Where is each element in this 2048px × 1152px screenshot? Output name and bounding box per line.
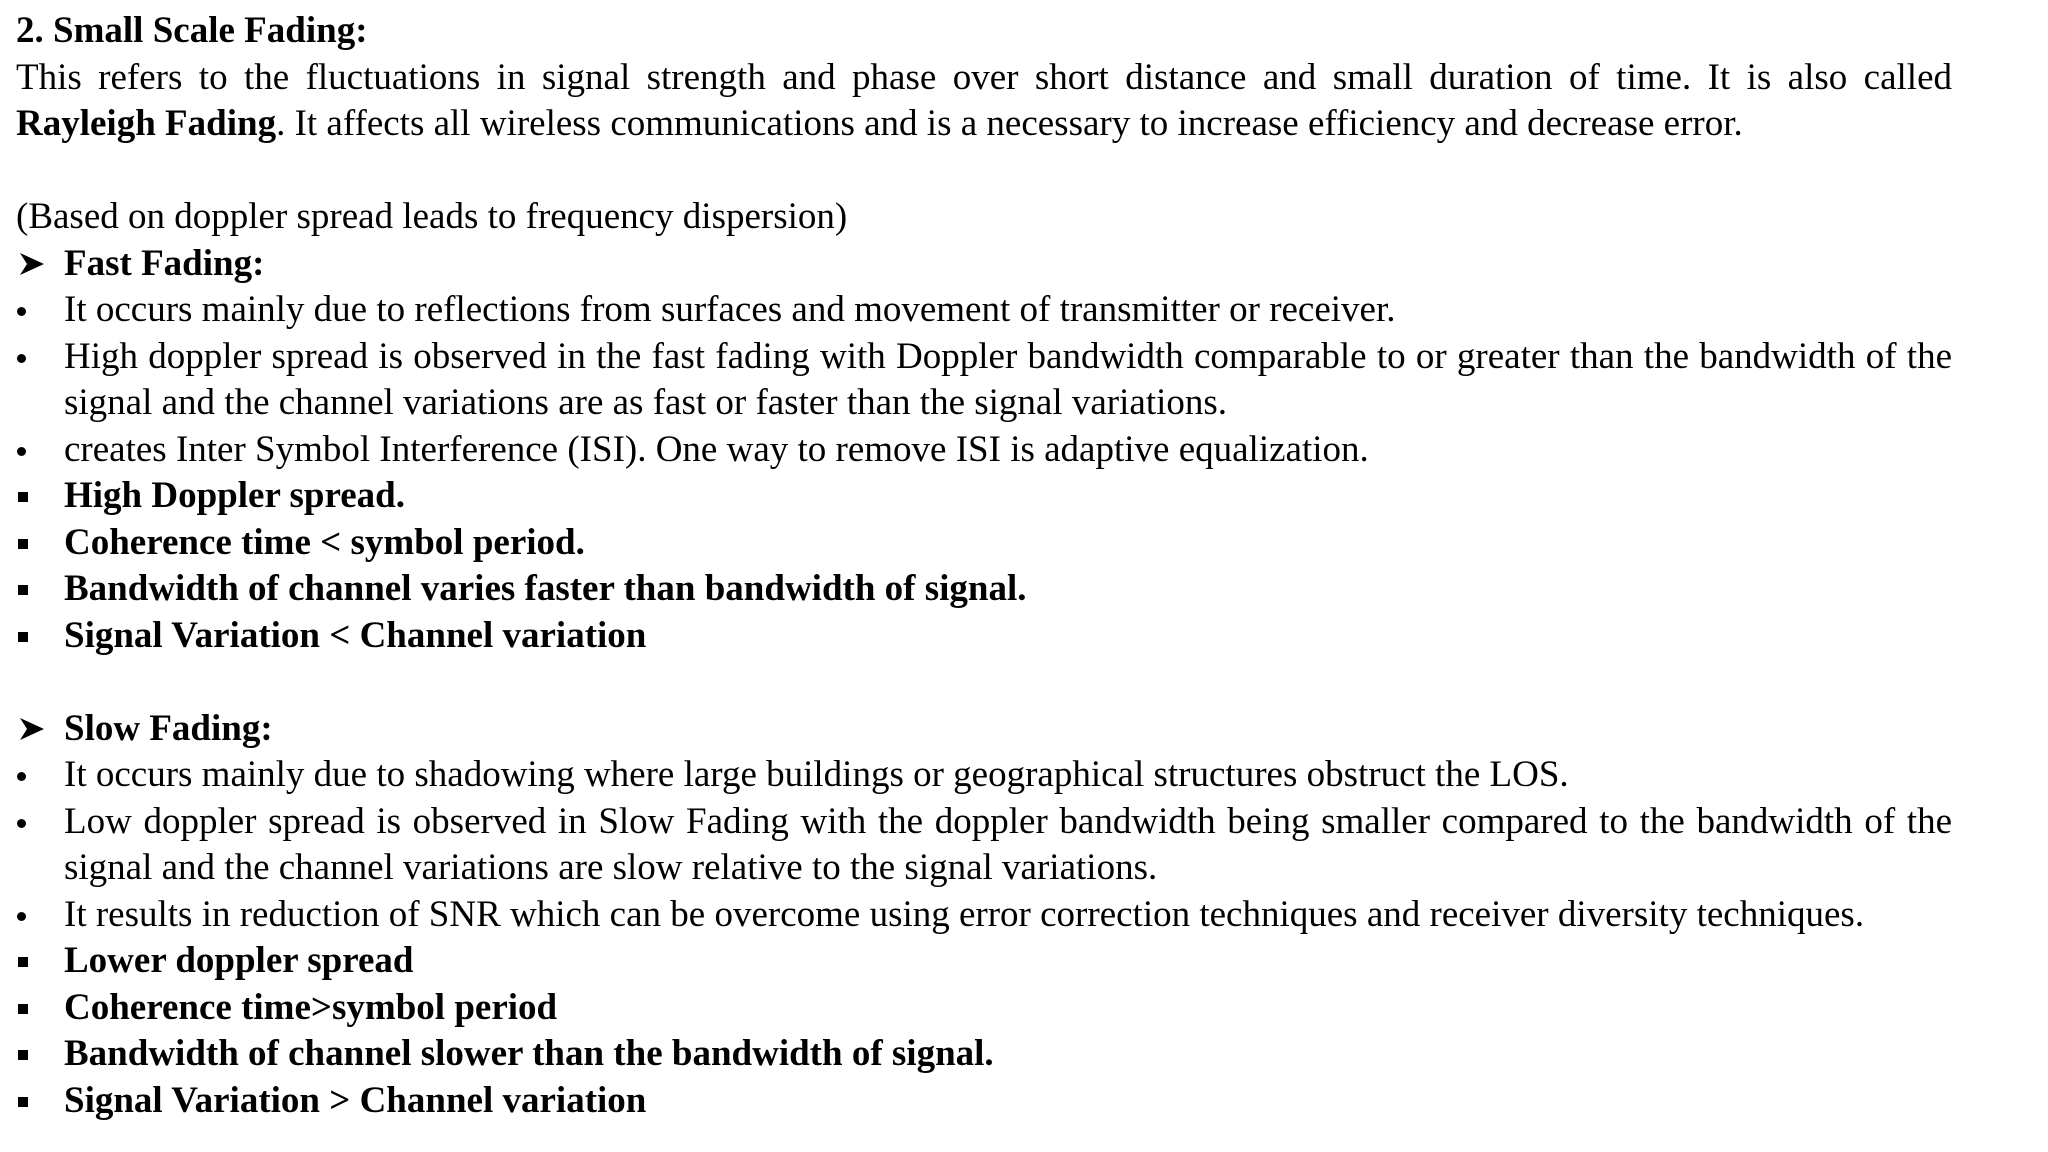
spacer xyxy=(16,148,2048,195)
round-bullet-icon xyxy=(17,447,26,456)
square-bullet-icon xyxy=(18,1050,28,1060)
fast-fading-point xyxy=(16,334,1952,427)
square-bullet-icon xyxy=(18,1097,28,1107)
fast-fading-key-point-text: Bandwidth of channel varies faster than bandwidth of signal. xyxy=(64,568,1027,609)
fast-fading-key-point-text: High Doppler spread. xyxy=(64,475,405,516)
fast-fading-point-text: It occurs mainly due to reflections from surfaces and movement of transmitter or receiver. xyxy=(64,289,1396,330)
fast-fading-key-point-text: Signal Variation < Channel variation xyxy=(64,614,647,656)
slow-fading-point xyxy=(16,892,1952,939)
fast-fading-point xyxy=(16,427,1952,474)
square-bullet-icon xyxy=(18,585,28,595)
basis-note: (Based on doppler spread leads to frequency dispersion) xyxy=(16,196,848,237)
slow-fading-point-text: It occurs mainly due to shadowing where large buildings or geographical structures obstruct the LOS. xyxy=(64,754,1569,795)
slow-fading-heading: Slow Fading: xyxy=(64,707,273,749)
fast-fading-point-text: creates Inter Symbol Interference (ISI). One way to remove ISI is adaptive equalization. xyxy=(64,428,1369,470)
round-bullet-icon xyxy=(17,307,26,316)
slow-fading-point xyxy=(16,799,1952,892)
section-heading: 2. Small Scale Fading: xyxy=(16,10,368,51)
fast-fading-key-point xyxy=(16,520,1952,567)
square-bullet-icon xyxy=(18,957,28,967)
spacer xyxy=(16,659,2048,706)
slow-fading-point-text: Low doppler spread is observed in Slow Fading with the doppler bandwidth being smaller compared to the bandwidth of the signal and the channel variations are slow relative to the signal variations. xyxy=(64,800,1952,888)
intro-line-2-rest: . It affects all wireless communications and is a necessary to increase efficiency and decrease error. xyxy=(276,103,1743,144)
square-bullet-icon xyxy=(18,1004,28,1014)
round-bullet-icon xyxy=(17,819,26,828)
square-bullet-icon xyxy=(18,492,28,502)
fast-fading-key-point xyxy=(16,473,1952,520)
slow-fading-point xyxy=(16,752,1952,799)
square-bullet-icon xyxy=(18,539,28,549)
intro-line-2 xyxy=(16,101,1952,148)
slow-fading-key-point-text: Bandwidth of channel slower than the bandwidth of signal. xyxy=(64,1033,994,1074)
fast-fading-heading-item xyxy=(16,241,1952,288)
round-bullet-icon xyxy=(17,912,26,921)
fast-fading-key-point xyxy=(16,613,1952,660)
fast-fading-point-text: High doppler spread is observed in the fast fading with Doppler bandwidth comparable to or greater than the bandwidth of the signal and the channel variations are as fast or faster than the signal variations. xyxy=(64,335,1952,423)
slow-fading-key-point xyxy=(16,938,1952,985)
rayleigh-fading-term: Rayleigh Fading xyxy=(16,103,277,144)
slow-fading-key-point-text: Coherence time>symbol period xyxy=(64,986,558,1028)
fast-fading-point xyxy=(16,287,1952,334)
slow-fading-point-text: It results in reduction of SNR which can be overcome using error correction techniques and receiver diversity techniques. xyxy=(64,893,1865,935)
fast-fading-key-point-text: Coherence time < symbol period. xyxy=(64,521,585,563)
slow-fading-key-point xyxy=(16,1031,1952,1078)
intro-line-1: This refers to the fluctuations in signal strength and phase over short distance and small duration of time. It is also called xyxy=(16,56,1952,98)
square-bullet-icon xyxy=(18,632,28,642)
fast-fading-heading: Fast Fading: xyxy=(64,242,265,284)
slow-fading-key-point-text: Lower doppler spread xyxy=(64,940,414,981)
fast-fading-key-point xyxy=(16,566,1952,613)
slow-fading-key-point xyxy=(16,985,1952,1032)
arrowhead-bullet-icon xyxy=(18,715,46,743)
arrowhead-bullet-icon xyxy=(18,250,46,278)
round-bullet-icon xyxy=(17,772,26,781)
round-bullet-icon xyxy=(17,354,26,363)
slow-fading-key-point xyxy=(16,1078,1952,1125)
slow-fading-key-point-text: Signal Variation > Channel variation xyxy=(64,1079,647,1121)
slow-fading-heading-item xyxy=(16,706,1952,753)
